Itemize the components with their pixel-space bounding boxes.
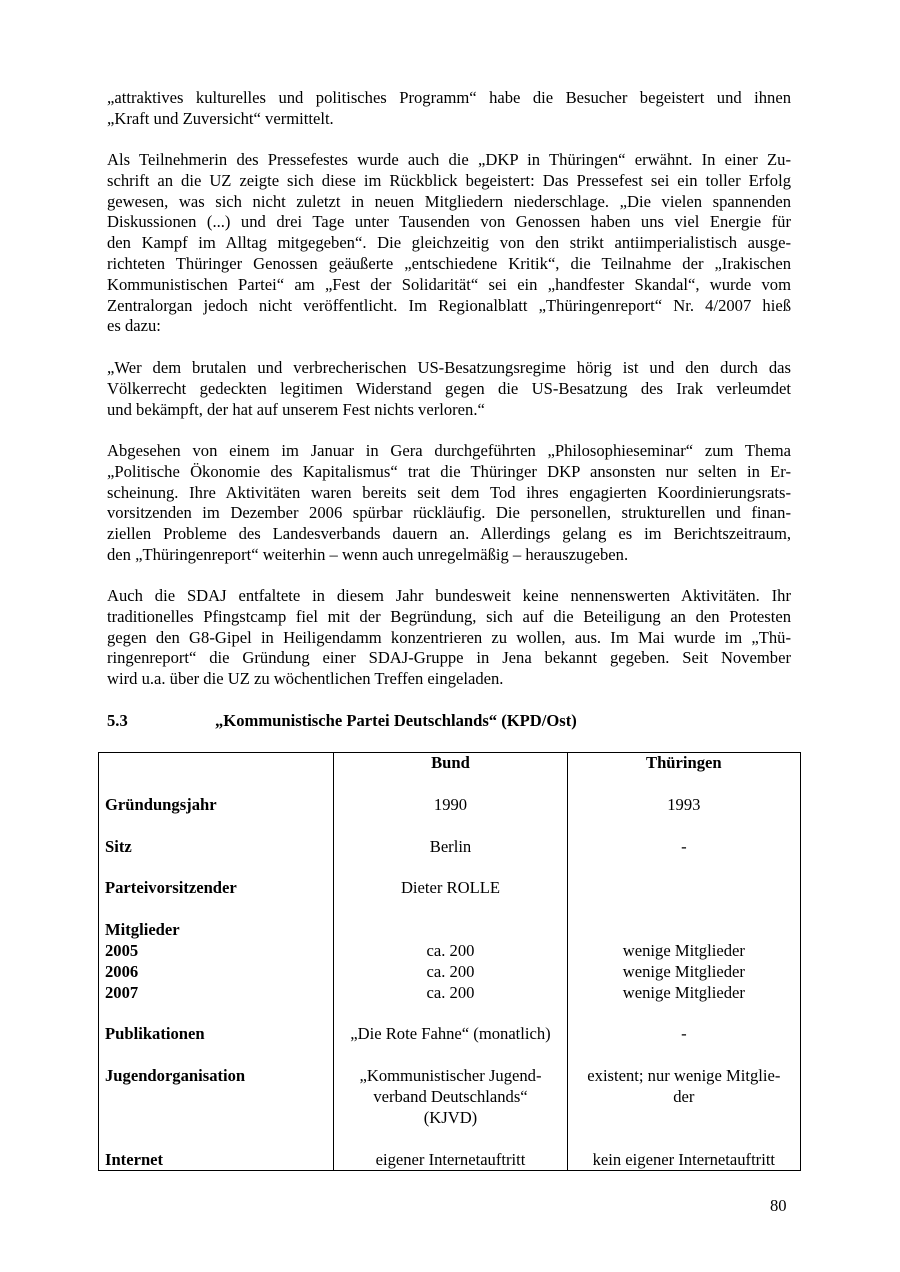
row-value-thueringen: 1993	[567, 774, 800, 816]
text-line: „attraktives kulturelles und politisches Programm“ habe die Besucher begeistert und ihnen	[107, 88, 791, 107]
row-value-thueringen: existent; nur wenige Mitglie- der	[567, 1045, 800, 1128]
header-cell-empty	[99, 753, 334, 774]
table-row	[99, 774, 801, 816]
text-line: „Kraft und Zuversicht“ vermittelt.	[107, 108, 334, 128]
text-line: es dazu:	[107, 316, 161, 336]
text-line: gegen den G8-Gipel in Heiligendamm konzentrieren zu wollen, aus. Im Mai wurde im „Thü-	[107, 627, 791, 647]
row-label: Internet	[99, 1129, 334, 1171]
text-line: den Kampf im Alltag mitgegeben“. Die gleichzeitig von den strikt antiimperialistisch ausge-	[107, 233, 791, 253]
row-value-bund: ca. 200 ca. 200 ca. 200	[334, 899, 567, 1003]
row-value-bund: Dieter ROLLE	[334, 857, 567, 899]
section-heading	[107, 711, 577, 731]
table-row	[99, 1003, 801, 1045]
text-line: gewesen, was sich nicht zuletzt in neuen Mitgliedern niederschlage. „Die vielen spannenden	[107, 191, 791, 211]
paragraph-2	[107, 150, 791, 337]
section-title: „Kommunistische Partei Deutschlands“ (KPD/Ost)	[215, 711, 577, 730]
text-line: traditionelles Pfingstcamp fiel mit der Begründung, sich auf die Beteiligung an den Protesten	[107, 606, 791, 626]
text-line: Kommunistischen Partei“ am „Fest der Solidarität“ sei ein „handfester Skandal“, wurde vom	[107, 274, 791, 294]
row-value-thueringen: -	[567, 1003, 800, 1045]
paragraph-1	[107, 88, 791, 130]
row-label: Publikationen	[99, 1003, 334, 1045]
table-row	[99, 1129, 801, 1171]
row-value-bund: Berlin	[334, 816, 567, 858]
row-value-bund: „Die Rote Fahne“ (monatlich)	[334, 1003, 567, 1045]
row-label: Mitglieder 2005 2006 2007	[99, 899, 334, 1003]
text-line: Völkerrecht gedeckten legitimen Widerstand gegen die US-Besatzung des Irak verleumdet	[107, 378, 791, 398]
text-line: und bekämpft, der hat auf unserem Fest nichts verloren.“	[107, 399, 485, 419]
row-value-thueringen: wenige Mitglieder wenige Mitglieder wenige Mitglieder	[567, 899, 800, 1003]
text-line: den „Thüringenreport“ weiterhin – wenn auch unregelmäßig – herauszugeben.	[107, 544, 629, 564]
text-line: Auch die SDAJ entfaltete in diesem Jahr bundesweit keine nennenswerten Aktivitäten. Ihr	[107, 586, 791, 605]
text-line: schrift an die UZ zeigte sich diese im Rückblick begeistert: Das Pressefest sei ein toller Erfolg	[107, 170, 791, 190]
table-row	[99, 816, 801, 858]
party-facts-table	[98, 752, 801, 1171]
table-row	[99, 899, 801, 1003]
row-value-thueringen	[567, 857, 800, 899]
section-number: 5.3	[107, 711, 128, 730]
row-label: Gründungsjahr	[99, 774, 334, 816]
text-line: Abgesehen von einem im Januar in Gera durchgeführten „Philosophieseminar“ zum Thema	[107, 441, 791, 460]
text-line: richteten Thüringer Genossen geäußerte „entschiedene Kritik“, die Teilnahme der „Irakischen	[107, 253, 791, 273]
text-line: ziellen Probleme des Landesverbands dauern an. Allerdings gelang es im Berichtszeitraum,	[107, 524, 791, 544]
paragraph-5	[107, 586, 791, 690]
text-line: „Politische Ökonomie des Kapitalismus“ trat die Thüringer DKP ansonsten nur selten in Er-	[107, 461, 791, 481]
text-line: vorsitzenden im Dezember 2006 spürbar rückläufig. Die personellen, strukturellen und finan-	[107, 503, 791, 523]
text-line: Diskussionen (...) und drei Tage unter Tausenden von Genossen haben uns viel Energie für	[107, 212, 791, 232]
row-value-bund: eigener Internetauftritt	[334, 1129, 567, 1171]
row-value-bund: „Kommunistischer Jugend- verband Deutschlands“ (KJVD)	[334, 1045, 567, 1128]
paragraph-4	[107, 441, 791, 566]
row-value-thueringen: kein eigener Internetauftritt	[567, 1129, 800, 1171]
header-cell-bund: Bund	[334, 753, 567, 774]
table-row	[99, 857, 801, 899]
row-value-bund: 1990	[334, 774, 567, 816]
row-label: Jugendorganisation	[99, 1045, 334, 1128]
text-line: „Wer dem brutalen und verbrecherischen US-Besatzungsregime hörig ist und den durch das	[107, 358, 791, 377]
row-label: Sitz	[99, 816, 334, 858]
paragraph-quote	[107, 358, 791, 420]
table-row	[99, 1045, 801, 1128]
page-number: 80	[770, 1196, 787, 1215]
row-value-thueringen: -	[567, 816, 800, 858]
text-line: scheinung. Ihre Aktivitäten waren bereits seit dem Tod ihres engagierten Koordinierungsrats-	[107, 482, 791, 502]
text-line: Als Teilnehmerin des Pressefestes wurde auch die „DKP in Thüringen“ erwähnt. In einer Zu-	[107, 150, 791, 169]
text-line: Zentralorgan jedoch nicht veröffentlicht. Im Regionalblatt „Thüringenreport“ Nr. 4/2007 hieß	[107, 295, 791, 315]
text-line: ringenreport“ die Gründung einer SDAJ-Gruppe in Jena bekannt gegeben. Seit November	[107, 648, 791, 668]
row-label: Parteivorsitzender	[99, 857, 334, 899]
header-cell-thueringen: Thüringen	[567, 753, 800, 774]
text-line: wird u.a. über die UZ zu wöchentlichen Treffen eingeladen.	[107, 669, 504, 689]
table-header-row	[99, 753, 801, 774]
